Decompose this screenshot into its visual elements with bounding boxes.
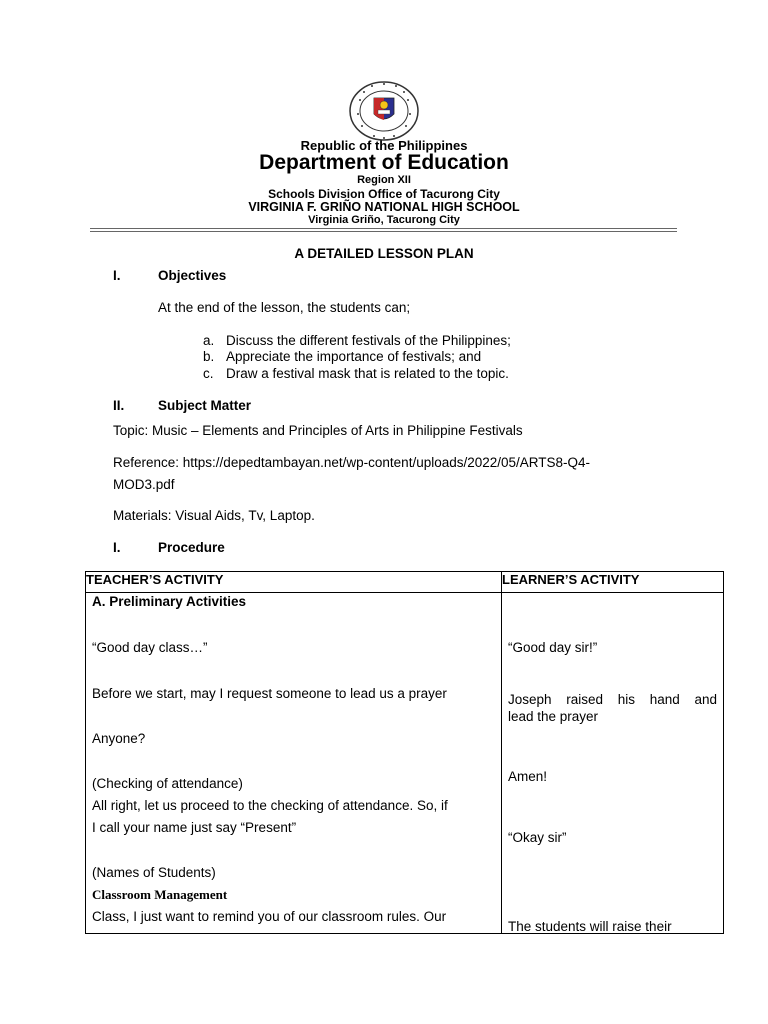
- document-title: A DETAILED LESSON PLAN: [294, 246, 474, 261]
- learner-amen: Amen!: [508, 769, 548, 784]
- learner-prayer-word: hand: [649, 692, 680, 707]
- reference-line-cont: MOD3.pdf: [113, 477, 175, 492]
- region-line: Region XII: [357, 174, 411, 186]
- objective-letter: a.: [203, 333, 215, 348]
- deped-seal-logo: [348, 80, 420, 142]
- learner-prayer-line: [508, 692, 717, 707]
- attendance-instruction-cont: I call your name just say “Present”: [92, 820, 297, 835]
- objective-letter: c.: [203, 366, 214, 381]
- section-heading-subject-matter: Subject Matter: [158, 398, 252, 413]
- objective-item: Appreciate the importance of festivals; and: [226, 349, 482, 364]
- topic-line: Topic: Music – Elements and Principles of Arts in Philippine Festivals: [113, 423, 523, 438]
- learner-prayer-word: and: [694, 692, 717, 707]
- teacher-prayer-request: Before we start, may I request someone to lead us a prayer: [92, 686, 447, 701]
- procedure-table: [85, 571, 724, 934]
- learner-prayer-word: Joseph: [508, 692, 552, 707]
- teacher-activity-cell: [86, 593, 502, 934]
- section-number-procedure: I.: [113, 540, 121, 555]
- classroom-management-heading: Classroom Management: [92, 887, 228, 902]
- division-line: Schools Division Office of Tacurong City: [268, 187, 500, 201]
- department-name: Department of Education: [259, 151, 509, 174]
- materials-line: Materials: Visual Aids, Tv, Laptop.: [113, 508, 315, 523]
- reference-line: Reference: https://depedtambayan.net/wp-content/uploads/2022/05/ARTS8-Q4-: [113, 455, 591, 470]
- learner-prayer-word: his: [617, 692, 635, 707]
- section-heading-procedure: Procedure: [158, 540, 225, 555]
- school-address: Virginia Griño, Tacurong City: [308, 214, 460, 226]
- header-divider: [90, 228, 677, 229]
- objective-item: Discuss the different festivals of the Philippines;: [226, 333, 511, 348]
- learner-activity-cell: [502, 593, 724, 934]
- learner-prayer-word: raised: [566, 692, 604, 707]
- objective-item: Draw a festival mask that is related to the topic.: [226, 366, 509, 381]
- header-divider-thin: [90, 231, 677, 232]
- names-of-students: (Names of Students): [92, 865, 216, 880]
- learner-greeting: “Good day sir!”: [508, 640, 598, 655]
- teacher-anyone: Anyone?: [92, 731, 146, 746]
- classroom-rules-text: Class, I just want to remind you of our classroom rules. Our: [92, 909, 447, 924]
- section-number-objectives: I.: [113, 268, 121, 283]
- attendance-note: (Checking of attendance): [92, 776, 243, 791]
- objective-letter: b.: [203, 349, 215, 364]
- section-number-subject-matter: II.: [113, 398, 125, 413]
- preliminary-activities-heading: A. Preliminary Activities: [92, 594, 247, 609]
- learner-okay: “Okay sir”: [508, 830, 567, 845]
- table-row: [86, 593, 724, 934]
- teacher-activity-header: TEACHER’S ACTIVITY: [86, 572, 502, 593]
- section-heading-objectives: Objectives: [158, 268, 227, 283]
- learner-activity-header: LEARNER’S ACTIVITY: [502, 572, 724, 593]
- republic-line: Republic of the Philippines: [300, 138, 468, 153]
- learner-prayer-line-cont: lead the prayer: [508, 709, 599, 724]
- learner-raise-hands: The students will raise their: [508, 919, 672, 934]
- attendance-instruction: All right, let us proceed to the checking of attendance. So, if: [92, 798, 448, 813]
- table-header-row: [86, 572, 724, 593]
- school-name: VIRGINIA F. GRIÑO NATIONAL HIGH SCHOOL: [248, 200, 520, 214]
- objectives-intro: At the end of the lesson, the students can;: [158, 300, 411, 315]
- teacher-greeting: “Good day class…”: [92, 640, 208, 655]
